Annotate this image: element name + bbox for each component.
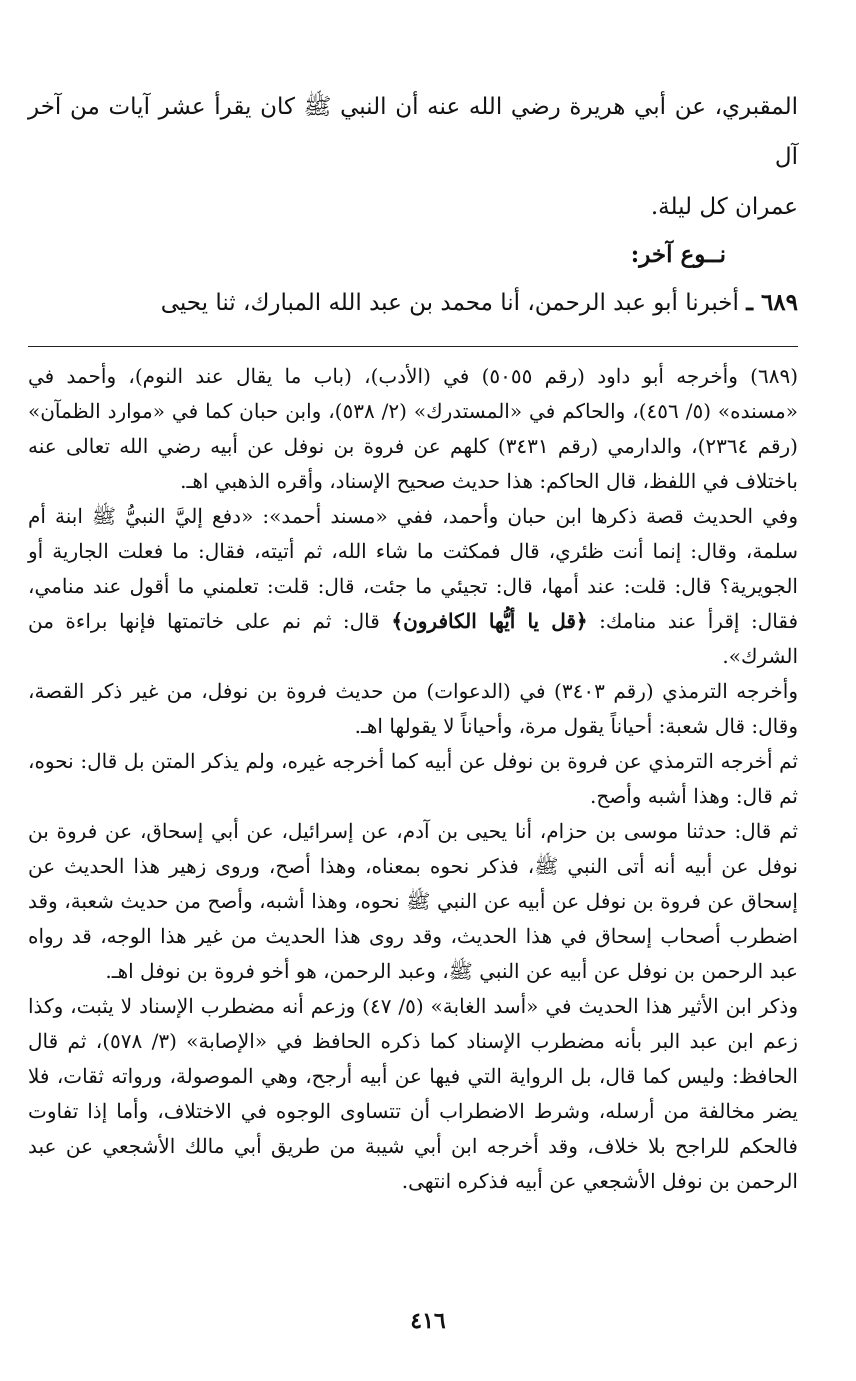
footnote-divider	[28, 346, 798, 347]
footnote-paragraph-4: ثم أخرجه الترمذي عن فروة بن نوفل عن أبيه كما أخرجه غيره، ولم يذكر المتن بل قال: نحوه، ثم قال: وهذا أشبه وأصح.	[28, 749, 798, 808]
main-line-2: عمران كل ليلة.	[650, 194, 798, 220]
hadith-number: ٦٨٩ ـ	[746, 289, 798, 316]
footnote-paragraph-5: ثم قال: حدثنا موسى بن حزام، أنا يحيى بن آدم، عن إسرائيل، عن أبي إسحاق، عن فروة بن نوفل عن أبيه أنه أتى النبي ﷺ، فذكر نحوه بمعناه، وهذا أصح، وروى زهير هذا الحديث عن إسحاق عن فروة بن نوفل عن أبيه عن النبي ﷺ نحوه، وهذا أشبه، وأصح من حديث شعبة، وقد اضطرب أصحاب إسحاق في هذا الحديث، وقد روى هذا الحديث من غير هذا الوجه، قد رواه عبد الرحمن بن نوفل عن أبيه عن النبي ﷺ، وعبد الرحمن، هو أخو فروة بن نوفل اهـ.	[28, 819, 798, 983]
footnote-paragraph-1: (٦٨٩) وأخرجه أبو داود (رقم ٥٠٥٥) في (الأدب)، (باب ما يقال عند النوم)، وأحمد في «مسنده» (٥/ ٤٥٦)، والحاكم في «المستدرك» (٢/ ٥٣٨)، وابن حبان كما في «موارد الظمآن» (رقم ٢٣٦٤)، والدارمي (رقم ٣٤٣١) كلهم عن فروة بن نوفل عن أبيه رضي الله تعالى عنه باختلاف في اللفظ، قال الحاكم: هذا حديث صحيح الإسناد، وأقره الذهبي اهـ.	[28, 364, 798, 493]
footnote-paragraph-3: وأخرجه الترمذي (رقم ٣٤٠٣) في (الدعوات) من حديث فروة بن نوفل، من غير ذكر القصة، وقال: قال شعبة: أحياناً يقول مرة، وأحياناً لا يقولها اهـ.	[28, 679, 798, 738]
footnote-paragraph-2-end: قال: ثم نم على خاتمتها فإنها براءة من الشرك».	[28, 609, 798, 668]
quran-verse: ﴿قل يا أيُّها الكافرون﴾	[391, 609, 588, 633]
main-text	[28, 82, 798, 328]
section-heading: نــوع آخر:	[630, 241, 726, 268]
hadith-line	[28, 278, 798, 328]
page-number: ٤١٦	[410, 1308, 446, 1334]
page-content	[28, 82, 798, 1199]
hadith-text: أخبرنا أبو عبد الرحمن، أنا محمد بن عبد الله المبارك، ثنا يحيى	[160, 290, 739, 316]
footnote-paragraph-6: وذكر ابن الأثير هذا الحديث في «أسد الغابة» (٥/ ٤٧) وزعم أنه مضطرب الإسناد لا يثبت، وكذا زعم ابن عبد البر بأنه مضطرب الإسناد كما ذكره الحافظ في «الإصابة» (٣/ ٥٧٨)، ثم قال الحافظ: وليس كما قال، بل الرواية التي فيها عن أبيه أرجح، وهي الموصولة، ورواته ثقات، فلا يضر مخالفة من أرسله، وشرط الاضطراب أن تتساوى الوجوه في الاختلاف، وأما إذا تفاوت فالحكم للراجح بلا خلاف، وقد أخرجه ابن أبي شيبة من طريق أبي مالك الأشجعي عن عبد الرحمن بن نوفل الأشجعي عن أبيه فذكره انتهى.	[28, 994, 798, 1193]
footnote-paragraph-2-text: وفي الحديث قصة ذكرها ابن حبان وأحمد، ففي «مسند أحمد»: «دفع إليَّ النبيُّ ﷺ ابنة أم سلمة، وقال: إنما أنت ظئري، قال فمكثت ما شاء الله، ثم أتيته، فقال: ما فعلت الجارية أو الجويرية؟ قال: قلت: عند أمها، قال: تجيئي ما جئت، قال: قلت: تعلمني ما أقول عند منامي، فقال: إقرأ عند منامك:	[28, 504, 799, 633]
footnotes	[28, 359, 798, 1199]
main-line-1: المقبري، عن أبي هريرة رضي الله عنه أن النبي ﷺ كان يقرأ عشر آيات من آخر آل	[28, 94, 798, 170]
footnote-paragraph-2	[28, 499, 798, 674]
